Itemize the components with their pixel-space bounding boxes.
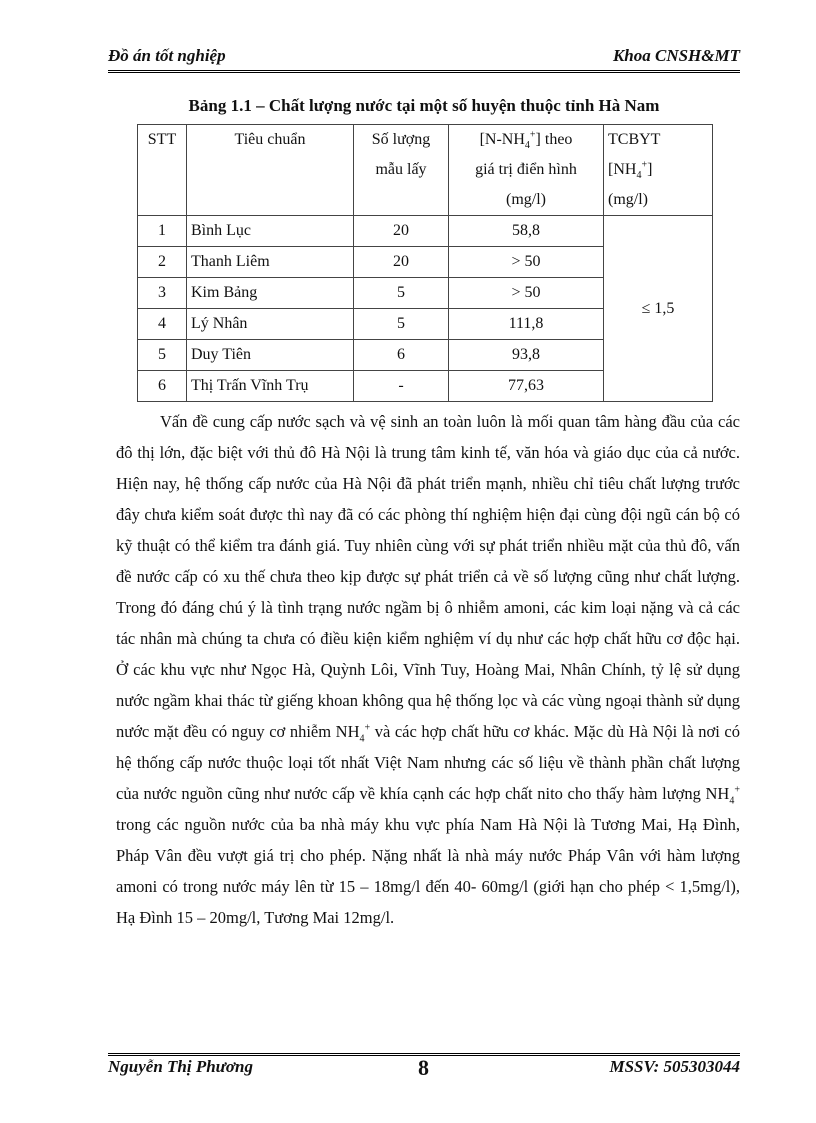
- cell-stt: 4: [138, 309, 187, 340]
- cell-stt: 3: [138, 278, 187, 309]
- cell-count: -: [354, 371, 449, 402]
- nh4-subscript: 4: [359, 733, 365, 745]
- footer-student-id: MSSV: 505303044: [609, 1057, 740, 1076]
- header-so-luong-2: mẫu lấy: [375, 161, 427, 178]
- cell-name: Thị Trấn Vĩnh Trụ: [187, 371, 354, 402]
- header-tcbyt-sub: 4: [636, 170, 642, 182]
- header-nh4-line3: (mg/l): [506, 191, 546, 208]
- header-tcbyt-2b: ]: [647, 161, 653, 178]
- nh4-superscript: +: [364, 722, 371, 734]
- header-tcbyt-1: TCBYT: [608, 131, 661, 148]
- cell-name: Thanh Liêm: [187, 247, 354, 278]
- header-nh4-b: ] theo: [535, 131, 573, 148]
- paragraph-part-1: Vấn đề cung cấp nước sạch và vệ sinh an toàn luôn là mối quan tâm hàng đầu của các đô thị lớn, đặc biệt với thủ đô Hà Nội là trung tâm kinh tế, văn hóa và giáo dục của cả nước. Hiện nay, hệ thống cấp nước của Hà Nội đã phát triển mạnh, nhiều chỉ tiêu chất lượng trước đây chưa kiểm soát được thì nay đã có các phòng thí nghiệm hiện đại cùng đội ngũ cán bộ có kỹ thuật có thể kiểm tra đánh giá. Tuy nhiên cùng với sự phát triển nhiều mặt của thủ đô, vấn đề nước cấp có xu thế chưa theo kịp được sự phát triển cả về số lượng cũng như chất lượng. Trong đó đáng chú ý là tình trạng nước ngầm bị ô nhiễm amoni, các kim loại nặng và cả các tác nhân mà chúng ta chưa có điều kiện kiểm nghiệm ví dụ như các hợp chất hữu cơ độc hại. Ở các khu vực như Ngọc Hà, Quỳnh Lôi, Vĩnh Tuy, Hoàng Mai, Nhân Chính, tỷ lệ sử dụng nước ngầm khai thác từ giếng khoan không qua hệ thống lọc và các vùng ngoại thành sử dụng nước mặt đều có nguy cơ nhiễm NH: [116, 412, 740, 741]
- cell-stt: 2: [138, 247, 187, 278]
- header-tcbyt-3: (mg/l): [608, 191, 648, 208]
- cell-name: Kim Bảng: [187, 278, 354, 309]
- cell-stt: 6: [138, 371, 187, 402]
- cell-count: 20: [354, 216, 449, 247]
- header-left: Đồ án tốt nghiệp: [108, 46, 226, 65]
- header-stt: STT: [138, 125, 187, 216]
- header-tcbyt-sup: +: [641, 159, 648, 171]
- header-nh4-line2: giá trị điển hình: [475, 161, 577, 178]
- header-right: Khoa CNSH&MT: [612, 46, 740, 65]
- header-rule: [108, 70, 740, 75]
- page-header: [108, 46, 740, 70]
- cell-stt: 5: [138, 340, 187, 371]
- cell-name: Bình Lục: [187, 216, 354, 247]
- header-so-luong-1: Số lượng: [371, 131, 431, 148]
- cell-value: 77,63: [449, 371, 604, 402]
- water-quality-table: [137, 124, 713, 402]
- table-row: [138, 216, 713, 247]
- page-number: 8: [418, 1055, 429, 1080]
- body-text: [116, 406, 740, 933]
- nh4-superscript: +: [734, 784, 740, 796]
- nh4-subscript: 4: [729, 795, 735, 807]
- cell-value: 58,8: [449, 216, 604, 247]
- cell-value: > 50: [449, 278, 604, 309]
- cell-limit: ≤ 1,5: [604, 216, 713, 402]
- paragraph-part-2: và các hợp chất hữu cơ khác. Mặc dù Hà Nội là nơi có hệ thống cấp nước thuộc loại tốt nhất Việt Nam nhưng các số liệu về thành phần chất lượng của nước nguồn cũng như nước cấp về khía cạnh các hợp chất nito cho thấy hàm lượng NH: [116, 722, 740, 803]
- cell-name: Lý Nhân: [187, 309, 354, 340]
- paragraph-part-3: trong các nguồn nước của ba nhà máy khu vực phía Nam Hà Nội là Tương Mai, Hạ Đình, Pháp Vân đều vượt giá trị cho phép. Nặng nhất là nhà máy nước Pháp Vân với hàm lượng amoni có trong nước máy lên từ 15 – 18mg/l đến 40- 60mg/l (giới hạn cho phép < 1,5mg/l), Hạ Đình 15 – 20mg/l, Tương Mai 12mg/l.: [116, 815, 740, 927]
- cell-value: > 50: [449, 247, 604, 278]
- cell-value: 93,8: [449, 340, 604, 371]
- cell-count: 20: [354, 247, 449, 278]
- table-header-row: [138, 125, 713, 216]
- header-nh4: [449, 125, 604, 216]
- cell-stt: 1: [138, 216, 187, 247]
- header-nh4-sub: 4: [524, 140, 530, 152]
- footer-author: Nguyễn Thị Phương: [108, 1057, 253, 1076]
- cell-value: 111,8: [449, 309, 604, 340]
- header-tcbyt: [604, 125, 713, 216]
- header-tcbyt-2a: [NH: [608, 161, 637, 178]
- cell-name: Duy Tiên: [187, 340, 354, 371]
- paragraph: [116, 406, 740, 933]
- cell-count: 6: [354, 340, 449, 371]
- header-so-luong: [354, 125, 449, 216]
- header-nh4-a: [N-NH: [479, 131, 525, 148]
- cell-count: 5: [354, 278, 449, 309]
- header-tieu-chuan: Tiêu chuẩn: [187, 125, 354, 216]
- header-nh4-sup: +: [529, 129, 536, 141]
- page-footer: [108, 1055, 740, 1083]
- cell-count: 5: [354, 309, 449, 340]
- table-caption: Bảng 1.1 – Chất lượng nước tại một số huyện thuộc tỉnh Hà Nam: [188, 96, 660, 115]
